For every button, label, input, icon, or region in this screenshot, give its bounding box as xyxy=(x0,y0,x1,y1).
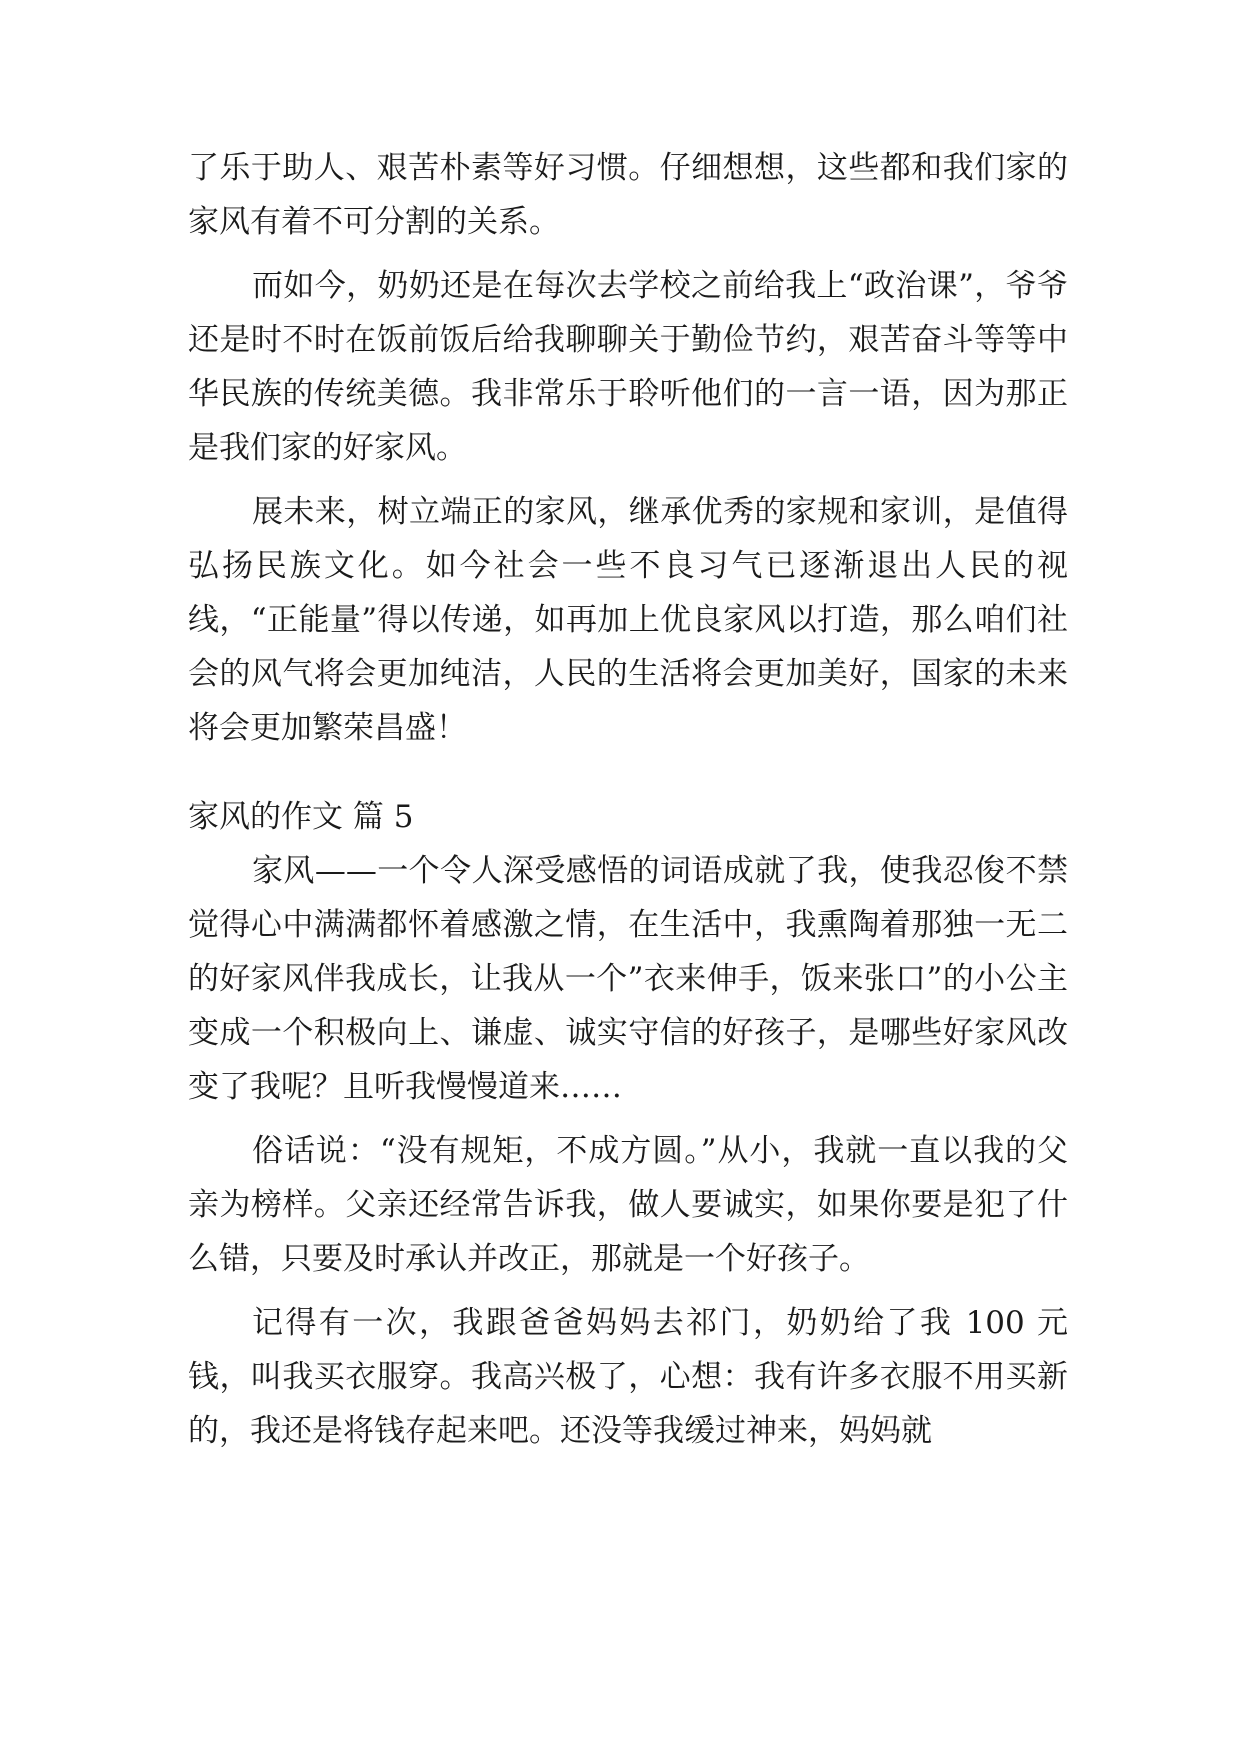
section-2 xyxy=(188,790,1068,1458)
paragraph: 展未来，树立端正的家风，继承优秀的家规和家训，是值得弘扬民族文化。如今社会一些不良习气已逐渐退出人民的视线，“正能量”得以传递，如再加上优良家风以打造，那么咱们社会的风气将会更加纯洁，人民的生活将会更加美好，国家的未来将会更加繁荣昌盛！ xyxy=(188,494,1068,746)
paragraph: 俗话说：“没有规矩，不成方圆。”从小，我就一直以我的父亲为榜样。父亲还经常告诉我，做人要诚实，如果你要是犯了什么错，只要及时承认并改正，那就是一个好孩子。 xyxy=(188,1133,1068,1277)
section-heading: 家风的作文 篇 5 xyxy=(188,799,414,835)
paragraph: 记得有一次，我跟爸爸妈妈去祁门，奶奶给了我 100 元钱，叫我买衣服穿。我高兴极了，心想：我有许多衣服不用买新的，我还是将钱存起来吧。还没等我缓过神来，妈妈就 xyxy=(188,1305,1068,1449)
paragraph: 家风——一个令人深受感悟的词语成就了我，使我忍俊不禁觉得心中满满都怀着感激之情，在生活中，我熏陶着那独一无二的好家风伴我成长，让我从一个”衣来伸手，饭来张口”的小公主变成一个积极向上、谦虚、诚实守信的好孩子，是哪些好家风改变了我呢？且听我慢慢道来…… xyxy=(188,853,1068,1105)
paragraph-continued: 了乐于助人、艰苦朴素等好习惯。仔细想想，这些都和我们家的家风有着不可分割的关系。 xyxy=(188,150,1068,240)
section-1 xyxy=(188,141,1068,755)
paragraph: 而如今，奶奶还是在每次去学校之前给我上“政治课”，爷爷还是时不时在饭前饭后给我聊聊关于勤俭节约，艰苦奋斗等等中华民族的传统美德。我非常乐于聆听他们的一言一语，因为那正是我们家的好家风。 xyxy=(188,268,1068,466)
